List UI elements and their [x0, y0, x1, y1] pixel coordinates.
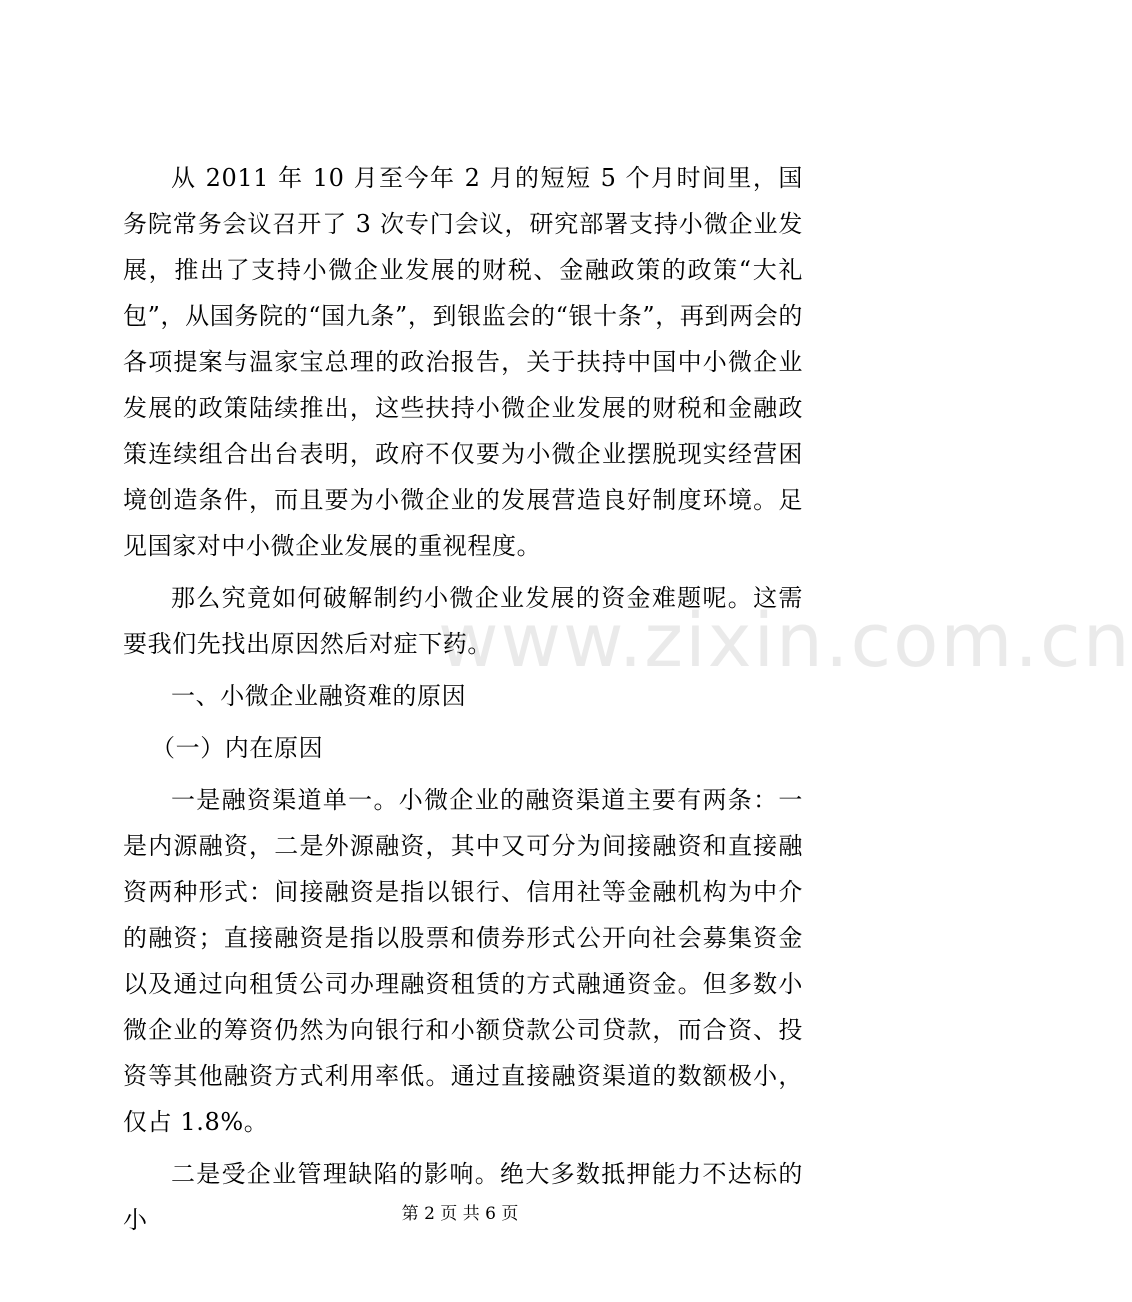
paragraph-question: 那么究竟如何破解制约小微企业发展的资金难题呢。这需要我们先找出原因然后对症下药。	[123, 584, 803, 658]
paragraph-intro: 从 2011 年 10 月至今年 2 月的短短 5 个月时间里，国务院常务会议召开了 3 次专门会议，研究部署支持小微企业发展，推出了支持小微企业发展的财税、金融政策的政策“大礼包”，从国务院的“国九条”，到银监会的“银十条”，再到两会的各项提案与温家宝总理的政治报告，关于扶持中国中小微企业发展的政策陆续推出，这些扶持小微企业发展的财税和金融政策连续组合出台表明，政府不仅要为小微企业摆脱现实经营困境创造条件，而且要为小微企业的发展营造良好制度环境。足见国家对中小微企业发展的重视程度。	[123, 164, 803, 560]
subsection-heading: （一）内在原因	[151, 734, 324, 762]
paragraph-management-defects: 二是受企业管理缺陷的影响。绝大多数抵押能力不达标的小	[123, 1160, 803, 1234]
document-body	[123, 155, 803, 1243]
watermark: www.zixin.com.cn	[438, 598, 1132, 684]
paragraph-financing-channels: 一是融资渠道单一。小微企业的融资渠道主要有两条：一是内源融资，二是外源融资，其中又可分为间接融资和直接融资两种形式：间接融资是指以银行、信用社等金融机构为中介的融资；直接融资是指以股票和债券形式公开向社会募集资金以及通过向租赁公司办理融资租赁的方式融通资金。但多数小微企业的筹资仍然为向银行和小额贷款公司贷款，而合资、投资等其他融资方式利用率低。通过直接融资渠道的数额极小，仅占 1.8%。	[123, 786, 803, 1136]
section-heading: 一、小微企业融资难的原因	[171, 682, 467, 710]
page-footer: 第 2 页 共 6 页	[401, 1204, 519, 1224]
